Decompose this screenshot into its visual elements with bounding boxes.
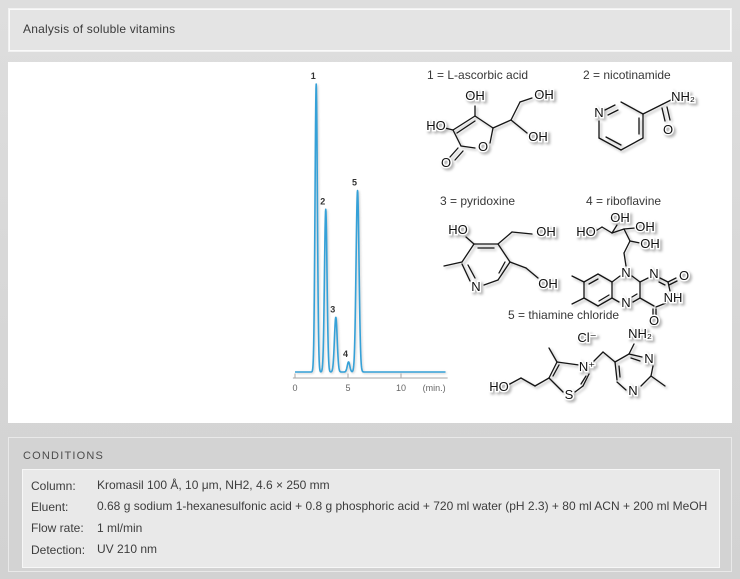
atom-label: HO [448, 222, 468, 237]
atom-label: N [621, 295, 631, 310]
atom-label: O [662, 122, 674, 137]
atom-label: N [649, 266, 659, 281]
svg-text:5: 5 [345, 383, 351, 393]
atom-label: N [644, 351, 654, 366]
pyridoxine-structure [432, 210, 567, 300]
atom-label: O [678, 268, 690, 283]
atom-label: N [594, 105, 604, 120]
conditions-table [22, 469, 720, 568]
conditions-title: CONDITIONS [23, 450, 105, 462]
condition-row-column [31, 475, 711, 496]
condition-label: Detection: [31, 542, 86, 557]
svg-text:0: 0 [292, 383, 298, 393]
atom-label: S [564, 387, 574, 402]
structure-label: 1 = L-ascorbic acid [427, 68, 529, 82]
atom-label: Cl⁻ [577, 330, 597, 345]
title-bar [8, 8, 732, 52]
svg-text:(min.): (min.) [422, 383, 446, 393]
structure-label: 5 = thiamine chloride [508, 308, 620, 322]
atom-label: NH₂ [628, 326, 652, 341]
atom-label: HO [576, 224, 596, 239]
atom-label: OH [610, 210, 630, 225]
atom-label: OH [528, 129, 548, 144]
condition-value: UV 210 nm [97, 542, 158, 557]
condition-row-detection [31, 539, 711, 560]
atom-label: HO [426, 118, 446, 133]
structure-pyridoxine [432, 194, 577, 300]
condition-value: 1 ml/min [97, 520, 143, 535]
atom-label: OH [635, 219, 655, 234]
peak-label-1: 1 [310, 71, 316, 81]
atom-label: NH [663, 290, 683, 305]
ascorbic-acid-structure [423, 84, 568, 170]
atom-label: N [471, 279, 481, 294]
atom-label: O [440, 155, 452, 170]
atom-label: OH [640, 236, 660, 251]
svg-text:10: 10 [395, 383, 407, 393]
condition-row-flow-rate [31, 518, 711, 539]
structure-riboflavine [568, 194, 708, 326]
structure-nicotinamide [575, 68, 710, 170]
conditions-panel [8, 437, 732, 572]
atom-label: N⁺ [578, 359, 596, 374]
structure-label: 2 = nicotinamide [583, 68, 671, 82]
condition-label: Flow rate: [31, 521, 84, 536]
atom-label: OH [538, 276, 558, 291]
atom-label: OH [465, 88, 485, 103]
atom-label: N [628, 383, 638, 398]
structure-ascorbic-acid [423, 68, 573, 170]
peak-label-3: 3 [330, 304, 336, 315]
structure-label: 4 = riboflavine [586, 194, 662, 208]
thiamine-chloride-structure [485, 324, 690, 410]
structure-thiamine-chloride [485, 308, 700, 410]
page-title: Analysis of soluble vitamins [23, 22, 176, 36]
atom-label: O [648, 313, 660, 326]
atom-label: HO [489, 379, 509, 394]
atom-label: OH [536, 224, 556, 239]
atom-label: O [477, 139, 489, 154]
condition-value: Kromasil 100 Å, 10 μm, NH2, 4.6 × 250 mm [97, 478, 330, 492]
condition-label: Column: [31, 478, 76, 493]
peak-label-4: 4 [342, 348, 349, 359]
condition-value: 0.68 g sodium 1-hexanesulfonic acid + 0.8 g phosphoric acid + 720 ml water (pH 2.3) + 80 ml ACN + 200 ml MeOH [97, 499, 708, 514]
peak-label-2: 2 [320, 196, 326, 207]
structure-label: 3 = pyridoxine [440, 194, 516, 208]
nicotinamide-structure [575, 84, 700, 170]
atom-label: OH [534, 87, 554, 102]
atom-label: N [621, 265, 631, 280]
condition-row-eluent [31, 496, 711, 517]
condition-label: Eluent: [31, 500, 69, 515]
content-panel [8, 62, 732, 423]
peak-label-5: 5 [351, 177, 358, 188]
atom-label: NH₂ [671, 89, 695, 104]
